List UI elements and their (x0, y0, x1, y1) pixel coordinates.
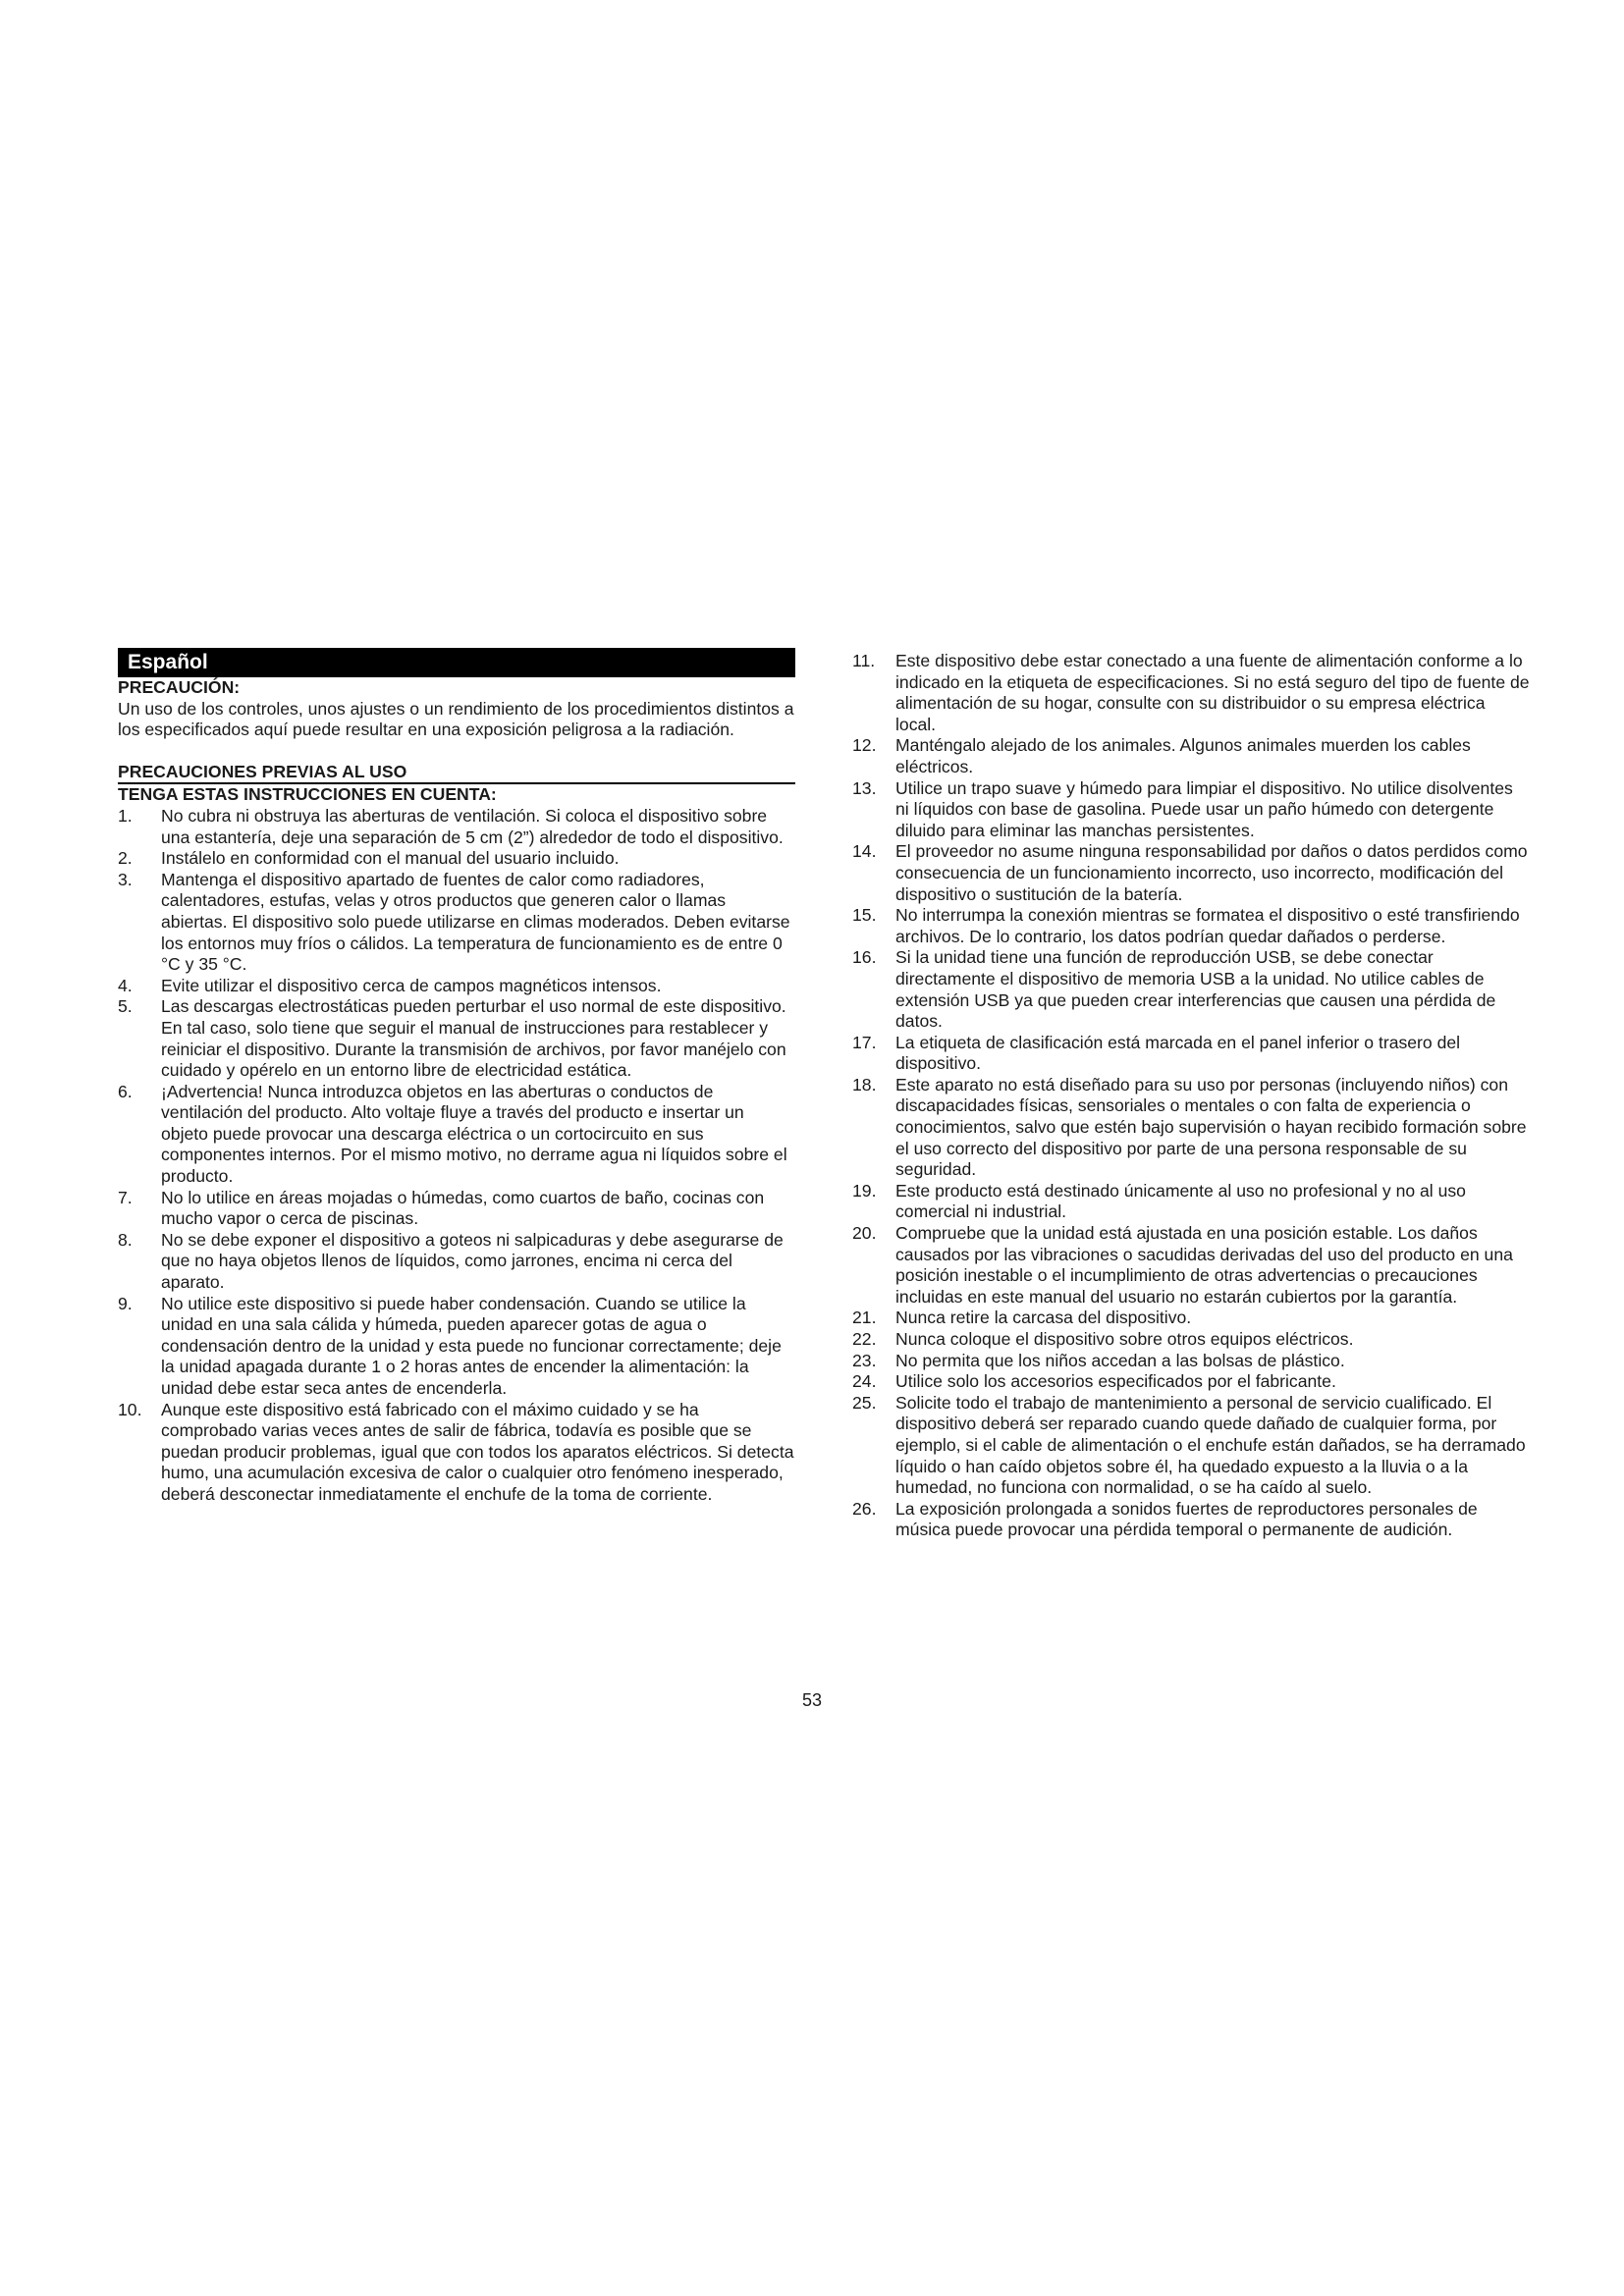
item-number: 5. (118, 996, 133, 1017)
item-number: 10. (118, 1399, 142, 1419)
right-column (852, 651, 1530, 1541)
item-number: 15. (852, 905, 877, 926)
item-number: 2. (118, 848, 133, 869)
item-text: No se debe exponer el dispositivo a goteos ni salpicaduras y debe asegurarse de que no haya objetos llenos de líquidos, como jarrones, encima ni cerca del aparato. (161, 1229, 784, 1293)
list-item (118, 1294, 795, 1400)
item-number: 1. (118, 805, 133, 826)
list-item (852, 947, 1530, 1032)
item-text: Utilice un trapo suave y húmedo para limpiar el dispositivo. No utilice disolventes ni líquidos con base de gasolina. Puede usar un paño húmedo con detergente diluido para eliminar las manchas persistentes. (895, 777, 1513, 840)
item-text: ¡Advertencia! Nunca introduzca objetos en las aberturas o conductos de ventilación del producto. Alto voltaje fluye a través del producto e insertar un objeto puede provocar una descarga eléctrica o un cortocircuito en sus componentes internos. Por el mismo motivo, no derrame agua ni líquidos sobre el producto. (161, 1081, 787, 1187)
precaution-text: Un uso de los controles, unos ajustes o un rendimiento de los procedimientos distintos a los especificados aquí puede resultar en una exposición peligrosa a la radiación. (118, 698, 794, 740)
item-number: 8. (118, 1229, 133, 1250)
item-number: 23. (852, 1350, 877, 1370)
instructions-list-left (118, 806, 795, 1506)
item-text: El proveedor no asume ninguna responsabilidad por daños o datos perdidos como consecuencia de un funcionamiento incorrecto, uso incorrecto, modificación del dispositivo o sustitución de la batería. (895, 841, 1528, 904)
item-number: 26. (852, 1498, 877, 1519)
list-item (852, 1223, 1530, 1308)
list-item (852, 1329, 1530, 1351)
list-item (852, 905, 1530, 947)
list-item (852, 1308, 1530, 1329)
item-text: Este aparato no está diseñado para su uso por personas (incluyendo niños) con discapacidades físicas, sensoriales o mentales o con falta de experiencia o conocimientos, salvo que estén bajo supervisión o hayan recibido formación sobre el uso correcto del dispositivo por parte de una persona responsable de su seguridad. (895, 1074, 1527, 1180)
item-text: Aunque este dispositivo está fabricado con el máximo cuidado y se ha comprobado varias veces antes de salir de fábrica, todavía es posible que se puedan producir problemas, igual que con todos los aparatos eléctricos. Si detecta humo, una acumulación excesiva de calor o cualquier otro fenómeno inesperado, deberá desconectar inmediatamente el enchufe de la toma de corriente. (161, 1399, 794, 1504)
item-text: Este producto está destinado únicamente al uso no profesional y no al uso comercial ni industrial. (895, 1180, 1466, 1222)
list-item (118, 1188, 795, 1230)
item-text: Mantenga el dispositivo apartado de fuentes de calor como radiadores, calentadores, estufas, velas y otros productos que generen calor o llamas abiertas. El dispositivo solo puede utilizarse en climas moderados. Deben evitarse los entornos muy fríos o cálidos. La temperatura de funcionamiento es de entre 0 °C y 35 °C. (161, 869, 790, 975)
list-item (852, 1075, 1530, 1181)
list-item (852, 1033, 1530, 1075)
item-number: 18. (852, 1074, 877, 1095)
item-text: La exposición prolongada a sonidos fuertes de reproductores personales de música puede provocar una pérdida temporal o permanente de audición. (895, 1498, 1478, 1540)
item-text: Instálelo en conformidad con el manual del usuario incluido. (161, 848, 620, 869)
item-text: Nunca coloque el dispositivo sobre otros equipos eléctricos. (895, 1329, 1354, 1349)
item-text: Nunca retire la carcasa del dispositivo. (895, 1308, 1192, 1328)
item-number: 22. (852, 1329, 877, 1349)
item-number: 14. (852, 841, 877, 862)
item-number: 17. (852, 1032, 877, 1052)
item-text: No interrumpa la conexión mientras se formatea el dispositivo o esté transfiriendo archivos. De lo contrario, los datos podrían quedar dañados o perderse. (895, 905, 1520, 946)
instructions-subheading: TENGA ESTAS INSTRUCCIONES EN CUENTA: (118, 784, 497, 805)
item-text: La etiqueta de clasificación está marcada en el panel inferior o trasero del dispositivo. (895, 1032, 1461, 1074)
item-text: Evite utilizar el dispositivo cerca de campos magnéticos intensos. (161, 975, 662, 995)
item-text: Este dispositivo debe estar conectado a una fuente de alimentación conforme a lo indicado en la etiqueta de especificaciones. Si no está seguro del tipo de fuente de alimentación de su hogar, consulte con su distribuidor o su empresa eléctrica local. (895, 651, 1530, 734)
list-item (118, 1082, 795, 1188)
list-item (118, 1400, 795, 1506)
item-number: 6. (118, 1081, 133, 1101)
item-number: 4. (118, 975, 133, 995)
item-text: No lo utilice en áreas mojadas o húmedas, como cuartos de baño, cocinas con mucho vapor o cerca de piscinas. (161, 1187, 765, 1229)
item-text: No cubra ni obstruya las aberturas de ventilación. Si coloca el dispositivo sobre una estantería, deje una separación de 5 cm (2”) alrededor de todo el dispositivo. (161, 805, 784, 847)
item-text: Si la unidad tiene una función de reproducción USB, se debe conectar directamente el dispositivo de memoria USB a la unidad. No utilice cables de extensión USB ya que pueden crear interferencias que causen una pérdida de datos. (895, 947, 1496, 1032)
list-item (852, 651, 1530, 735)
item-text: Las descargas electrostáticas pueden perturbar el uso normal de este dispositivo. En tal caso, solo tiene que seguir el manual de instrucciones para restablecer y reiniciar el dispositivo. Durante la transmisión de archivos, por favor manéjelo con cuidado y opérelo en un entorno libre de electricidad estática. (161, 996, 786, 1081)
item-text: Solicite todo el trabajo de mantenimiento a personal de servicio cualificado. El dispositivo deberá ser reparado cuando quede dañado de cualquier forma, por ejemplo, si el cable de alimentación o el enchufe están dañados, se ha derramado líquido o han caído objetos sobre él, ha quedado expuesto a la lluvia o a la humedad, no funciona con normalidad, o se ha caído al suelo. (895, 1392, 1526, 1498)
list-item (852, 841, 1530, 905)
item-text: No utilice este dispositivo si puede haber condensación. Cuando se utilice la unidad en una sala cálida y húmeda, pueden aparecer gotas de agua o condensación dentro de la unidad y esta puede no funcionar correctamente; deje la unidad apagada durante 1 o 2 horas antes de encender la alimentación: la unidad debe estar seca antes de encenderla. (161, 1293, 782, 1398)
item-number: 9. (118, 1293, 133, 1313)
item-number: 12. (852, 735, 877, 756)
pre-use-heading: PRECAUCIONES PREVIAS AL USO (118, 761, 407, 781)
list-item (852, 1499, 1530, 1541)
list-item (852, 1181, 1530, 1223)
item-text: Manténgalo alejado de los animales. Algunos animales muerden los cables eléctricos. (895, 735, 1471, 776)
list-item (852, 778, 1530, 842)
item-number: 25. (852, 1392, 877, 1413)
list-item (118, 976, 795, 997)
item-text: Utilice solo los accesorios especificados por el fabricante. (895, 1371, 1336, 1392)
item-number: 3. (118, 869, 133, 889)
list-item (118, 870, 795, 976)
list-item (852, 735, 1530, 777)
list-item (118, 996, 795, 1081)
list-item (852, 1351, 1530, 1372)
list-item (118, 1230, 795, 1294)
instructions-list-right (852, 651, 1530, 1541)
list-item (852, 1371, 1530, 1393)
list-item (118, 848, 795, 870)
language-header: Español (118, 648, 795, 677)
item-number: 21. (852, 1308, 877, 1328)
item-number: 7. (118, 1187, 133, 1207)
item-number: 24. (852, 1371, 877, 1392)
spacer (118, 741, 795, 762)
list-item (118, 806, 795, 848)
item-number: 19. (852, 1180, 877, 1201)
item-text: No permita que los niños accedan a las bolsas de plástico. (895, 1350, 1345, 1370)
precaution-heading: PRECAUCIÓN: (118, 677, 241, 697)
item-text: Compruebe que la unidad está ajustada en una posición estable. Los daños causados por las vibraciones o sacudidas derivadas del uso del producto en una posición inestable o el incumplimiento de otras advertencias o precauciones incluidas en este manual del usuario no estarán cubiertos por la garantía. (895, 1223, 1513, 1307)
item-number: 13. (852, 777, 877, 798)
item-number: 16. (852, 947, 877, 968)
left-column (118, 648, 795, 1506)
item-number: 11. (852, 651, 876, 670)
item-number: 20. (852, 1223, 877, 1244)
list-item (852, 1393, 1530, 1499)
page-number: 53 (801, 1690, 823, 1710)
